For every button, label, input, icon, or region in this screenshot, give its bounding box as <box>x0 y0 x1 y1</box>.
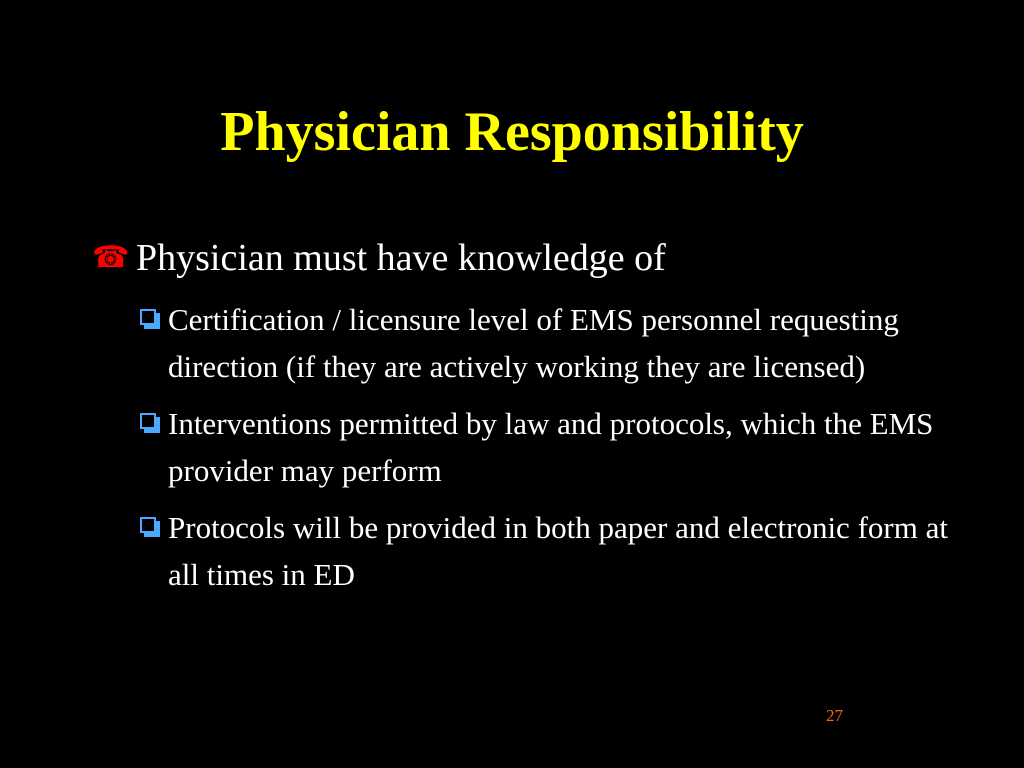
sub-bullet <box>140 504 960 598</box>
page-number: 27 <box>826 706 843 725</box>
main-bullet-text: Physician must have knowledge of <box>136 237 666 279</box>
telephone-icon: ☎ <box>92 240 130 275</box>
checkbox-bullet-icon <box>140 413 162 435</box>
sub-bullet-list <box>140 296 960 608</box>
sub-bullet <box>140 400 960 494</box>
sub-bullet-text: Certification / licensure level of EMS personnel requesting direction (if they are actively working they are licensed) <box>168 302 899 384</box>
sub-bullet-text: Protocols will be provided in both paper and electronic form at all times in ED <box>168 510 948 592</box>
slide-title: Physician Responsibility <box>220 101 804 163</box>
sub-bullet-text: Interventions permitted by law and protocols, which the EMS provider may perform <box>168 406 934 488</box>
main-bullet <box>92 236 972 280</box>
checkbox-bullet-icon <box>140 309 162 331</box>
sub-bullet <box>140 296 960 390</box>
checkbox-bullet-icon <box>140 517 162 539</box>
